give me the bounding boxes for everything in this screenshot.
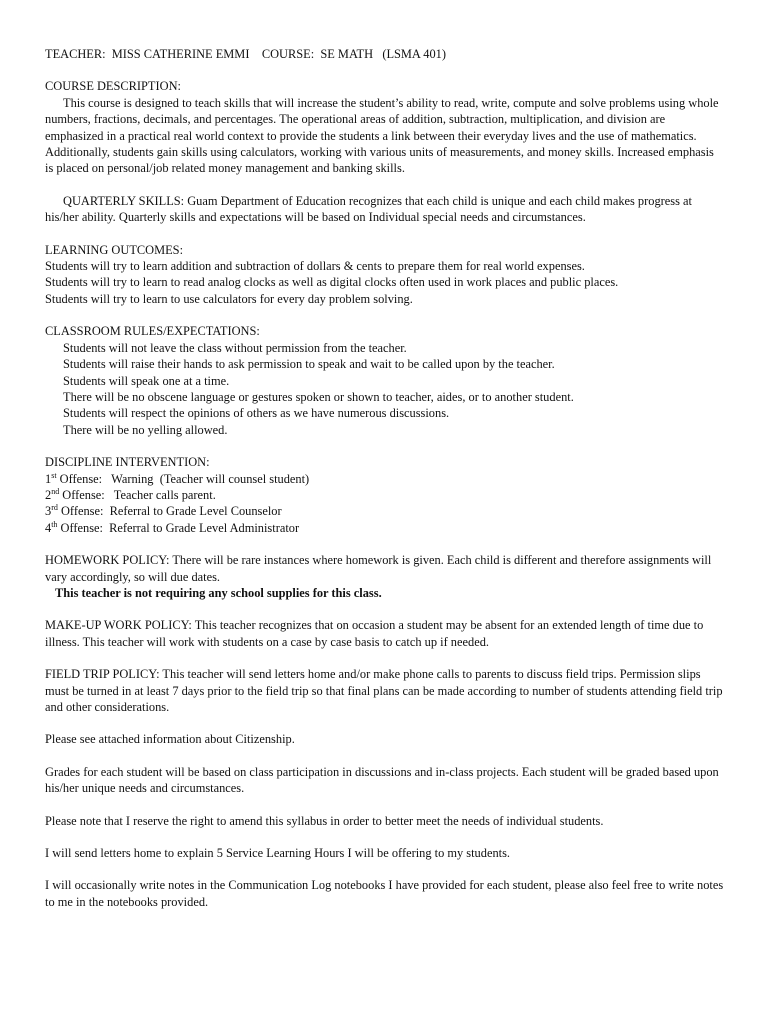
learning-outcomes-heading: LEARNING OUTCOMES: <box>45 242 184 257</box>
quarterly-skills-paragraph: QUARTERLY SKILLS: Guam Department of Education recognizes that each child is unique and each child makes progress at his/her ability. Quarterly skills and expectations will be based on Individual special needs and circumstances. <box>45 193 692 225</box>
discipline-item: 1st Offense: Warning (Teacher will counsel student) <box>45 470 310 486</box>
grades-note: Grades for each student will be based on class participation in discussions and in-class projects. Each student will be graded based upon his/her unique needs and circumstances. <box>45 764 719 796</box>
service-learning-note: I will send letters home to explain 5 Service Learning Hours I will be offering to my students. <box>45 846 511 861</box>
discipline-item: 3rd Offense: Referral to Grade Level Counselor <box>45 503 282 519</box>
teacher-course-header: TEACHER: MISS CATHERINE EMMI COURSE: SE MATH (LSMA 401) <box>45 47 446 61</box>
makeup-work-policy-paragraph: MAKE-UP WORK POLICY: This teacher recognizes that on occasion a student may be absent for an extended length of time due to illness. This teacher will work with students on a case by case basis to catch up if needed. <box>45 618 704 649</box>
classroom-rule-item: There will be no obscene language or gestures spoken or shown to teacher, aides, or to another student. <box>63 389 574 404</box>
discipline-heading: DISCIPLINE INTERVENTION: <box>45 455 210 470</box>
classroom-rules-heading: CLASSROOM RULES/EXPECTATIONS: <box>45 324 260 339</box>
citizenship-note: Please see attached information about Citizenship. <box>45 732 295 747</box>
homework-policy-paragraph: HOMEWORK POLICY: There will be rare instances where homework is given. Each child is different and therefore assignments will vary accordingly, so will due dates. <box>45 553 712 584</box>
classroom-rule-item: Students will speak one at a time. <box>63 373 230 388</box>
learning-outcome-item: Students will try to learn to use calculators for every day problem solving. <box>45 291 413 306</box>
syllabus-amend-note: Please note that I reserve the right to amend this syllabus in order to better meet the needs of individual students. <box>45 813 604 828</box>
classroom-rule-item: Students will raise their hands to ask permission to speak and wait to be called upon by the teacher. <box>63 357 555 372</box>
field-trip-policy-paragraph: FIELD TRIP POLICY: This teacher will send letters home and/or make phone calls to parents to discuss field trips. Permission slips must be turned in at least 7 days prior to the field trip so that final plans can be made according to number of students attending field trip and other considerations. <box>45 667 723 714</box>
communication-log-note: I will occasionally write notes in the Communication Log notebooks I have provided for each student, please also feel free to write notes to me in the notebooks provided. <box>45 878 724 909</box>
discipline-item: 2nd Offense: Teacher calls parent. <box>45 486 216 502</box>
classroom-rule-item: There will be no yelling allowed. <box>63 422 228 437</box>
classroom-rule-item: Students will not leave the class without permission from the teacher. <box>63 340 407 355</box>
course-description-body: This course is designed to teach skills that will increase the student’s ability to read, write, compute and solve problems using whole numbers, fractions, decimals, and percentages. The operational areas of addition, subtraction, multiplication, and division are emphasized in a practical real world context to provide the students a link between their everyday lives and the use of mathematics. Additionally, students gain skills using calculators, working with various units of measurements, and money skills. Increased emphasis is placed on personal/job related money management and banking skills. <box>45 95 719 176</box>
classroom-rule-item: Students will respect the opinions of others as we have numerous discussions. <box>63 406 450 421</box>
school-supplies-note: This teacher is not requiring any school supplies for this class. <box>55 585 382 600</box>
learning-outcome-item: Students will try to learn addition and subtraction of dollars & cents to prepare them for real world expenses. <box>45 259 585 274</box>
discipline-item: 4th Offense: Referral to Grade Level Administrator <box>45 519 300 535</box>
course-description-heading: COURSE DESCRIPTION: <box>45 79 181 94</box>
syllabus-page <box>45 46 725 910</box>
learning-outcome-item: Students will try to learn to read analog clocks as well as digital clocks often used in work places and public places. <box>45 275 619 290</box>
